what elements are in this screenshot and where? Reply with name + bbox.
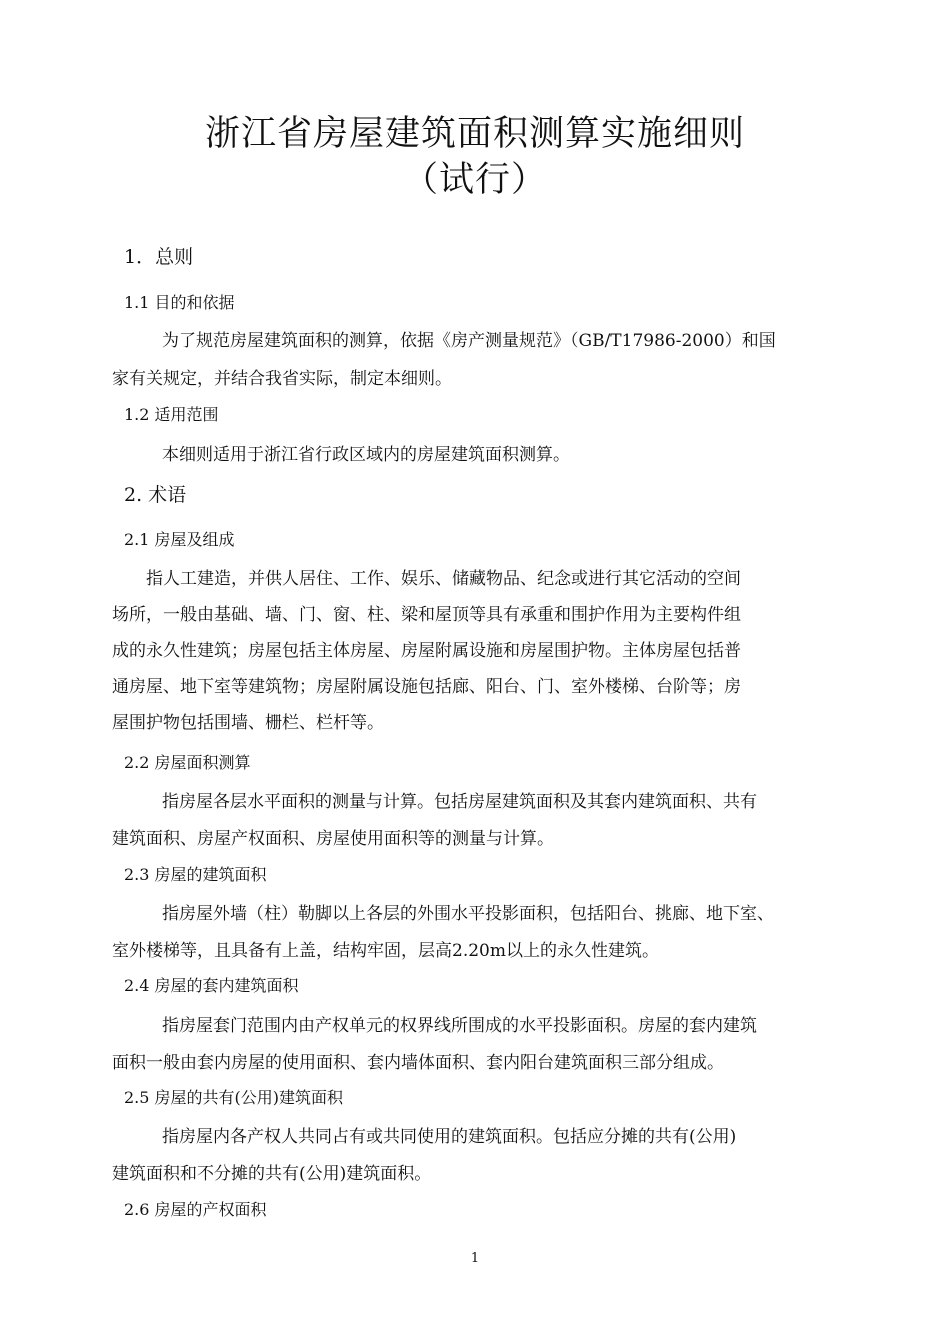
subsection-1-1-heading: 1.1 目的和依据	[124, 293, 235, 312]
paragraph-line: 通房屋、地下室等建筑物；房屋附属设施包括廊、阳台、门、室外楼梯、台阶等；房	[112, 677, 741, 697]
paragraph-line: 为了规范房屋建筑面积的测算，依据《房产测量规范》（GB/T17986-2000）和国	[162, 331, 776, 351]
paragraph-line: 指房屋套门范围内由产权单元的权界线所围成的水平投影面积。房屋的套内建筑	[162, 1016, 757, 1036]
subsection-2-2-heading: 2.2 房屋面积测算	[124, 753, 251, 772]
document-title: 浙江省房屋建筑面积测算实施细则	[204, 114, 745, 154]
paragraph-line: 指房屋内各产权人共同占有或共同使用的建筑面积。包括应分摊的共有(公用)	[162, 1127, 737, 1147]
section-heading-2: 2. 术语	[124, 484, 187, 506]
paragraph-line: 指房屋外墙（柱）勒脚以上各层的外围水平投影面积，包括阳台、挑廊、地下室、	[162, 904, 774, 924]
paragraph-line: 面积一般由套内房屋的使用面积、套内墙体面积、套内阳台建筑面积三部分组成。	[112, 1053, 724, 1073]
paragraph-line: 成的永久性建筑；房屋包括主体房屋、房屋附属设施和房屋围护物。主体房屋包括普	[112, 641, 741, 661]
subsection-2-3-heading: 2.3 房屋的建筑面积	[124, 865, 267, 884]
paragraph-line: 室外楼梯等，且具备有上盖，结构牢固，层高2.20m以上的永久性建筑。	[112, 941, 659, 961]
subsection-2-5-heading: 2.5 房屋的共有(公用)建筑面积	[124, 1088, 344, 1107]
subsection-2-1-heading: 2.1 房屋及组成	[124, 530, 235, 549]
paragraph-line: 建筑面积、房屋产权面积、房屋使用面积等的测量与计算。	[112, 829, 554, 849]
document-subtitle: （试行）	[402, 160, 547, 200]
paragraph-line: 屋围护物包括围墙、栅栏、栏杆等。	[112, 713, 384, 733]
paragraph-line: 本细则适用于浙江省行政区域内的房屋建筑面积测算。	[162, 445, 570, 465]
paragraph-line: 家有关规定，并结合我省实际，制定本细则。	[112, 369, 452, 389]
page-number: 1	[470, 1251, 480, 1266]
subsection-2-6-heading: 2.6 房屋的产权面积	[124, 1200, 267, 1219]
section-heading-1: 1．总则	[124, 246, 194, 268]
paragraph-line: 建筑面积和不分摊的共有(公用)建筑面积。	[112, 1164, 432, 1184]
subsection-1-2-heading: 1.2 适用范围	[124, 405, 219, 424]
paragraph-line: 场所，一般由基础、墙、门、窗、柱、梁和屋顶等具有承重和围护作用为主要构件组	[112, 605, 741, 625]
paragraph-line: 指人工建造，并供人居住、工作、娱乐、储藏物品、纪念或进行其它活动的空间	[146, 569, 741, 589]
subsection-2-4-heading: 2.4 房屋的套内建筑面积	[124, 976, 299, 995]
paragraph-line: 指房屋各层水平面积的测量与计算。包括房屋建筑面积及其套内建筑面积、共有	[162, 792, 757, 812]
